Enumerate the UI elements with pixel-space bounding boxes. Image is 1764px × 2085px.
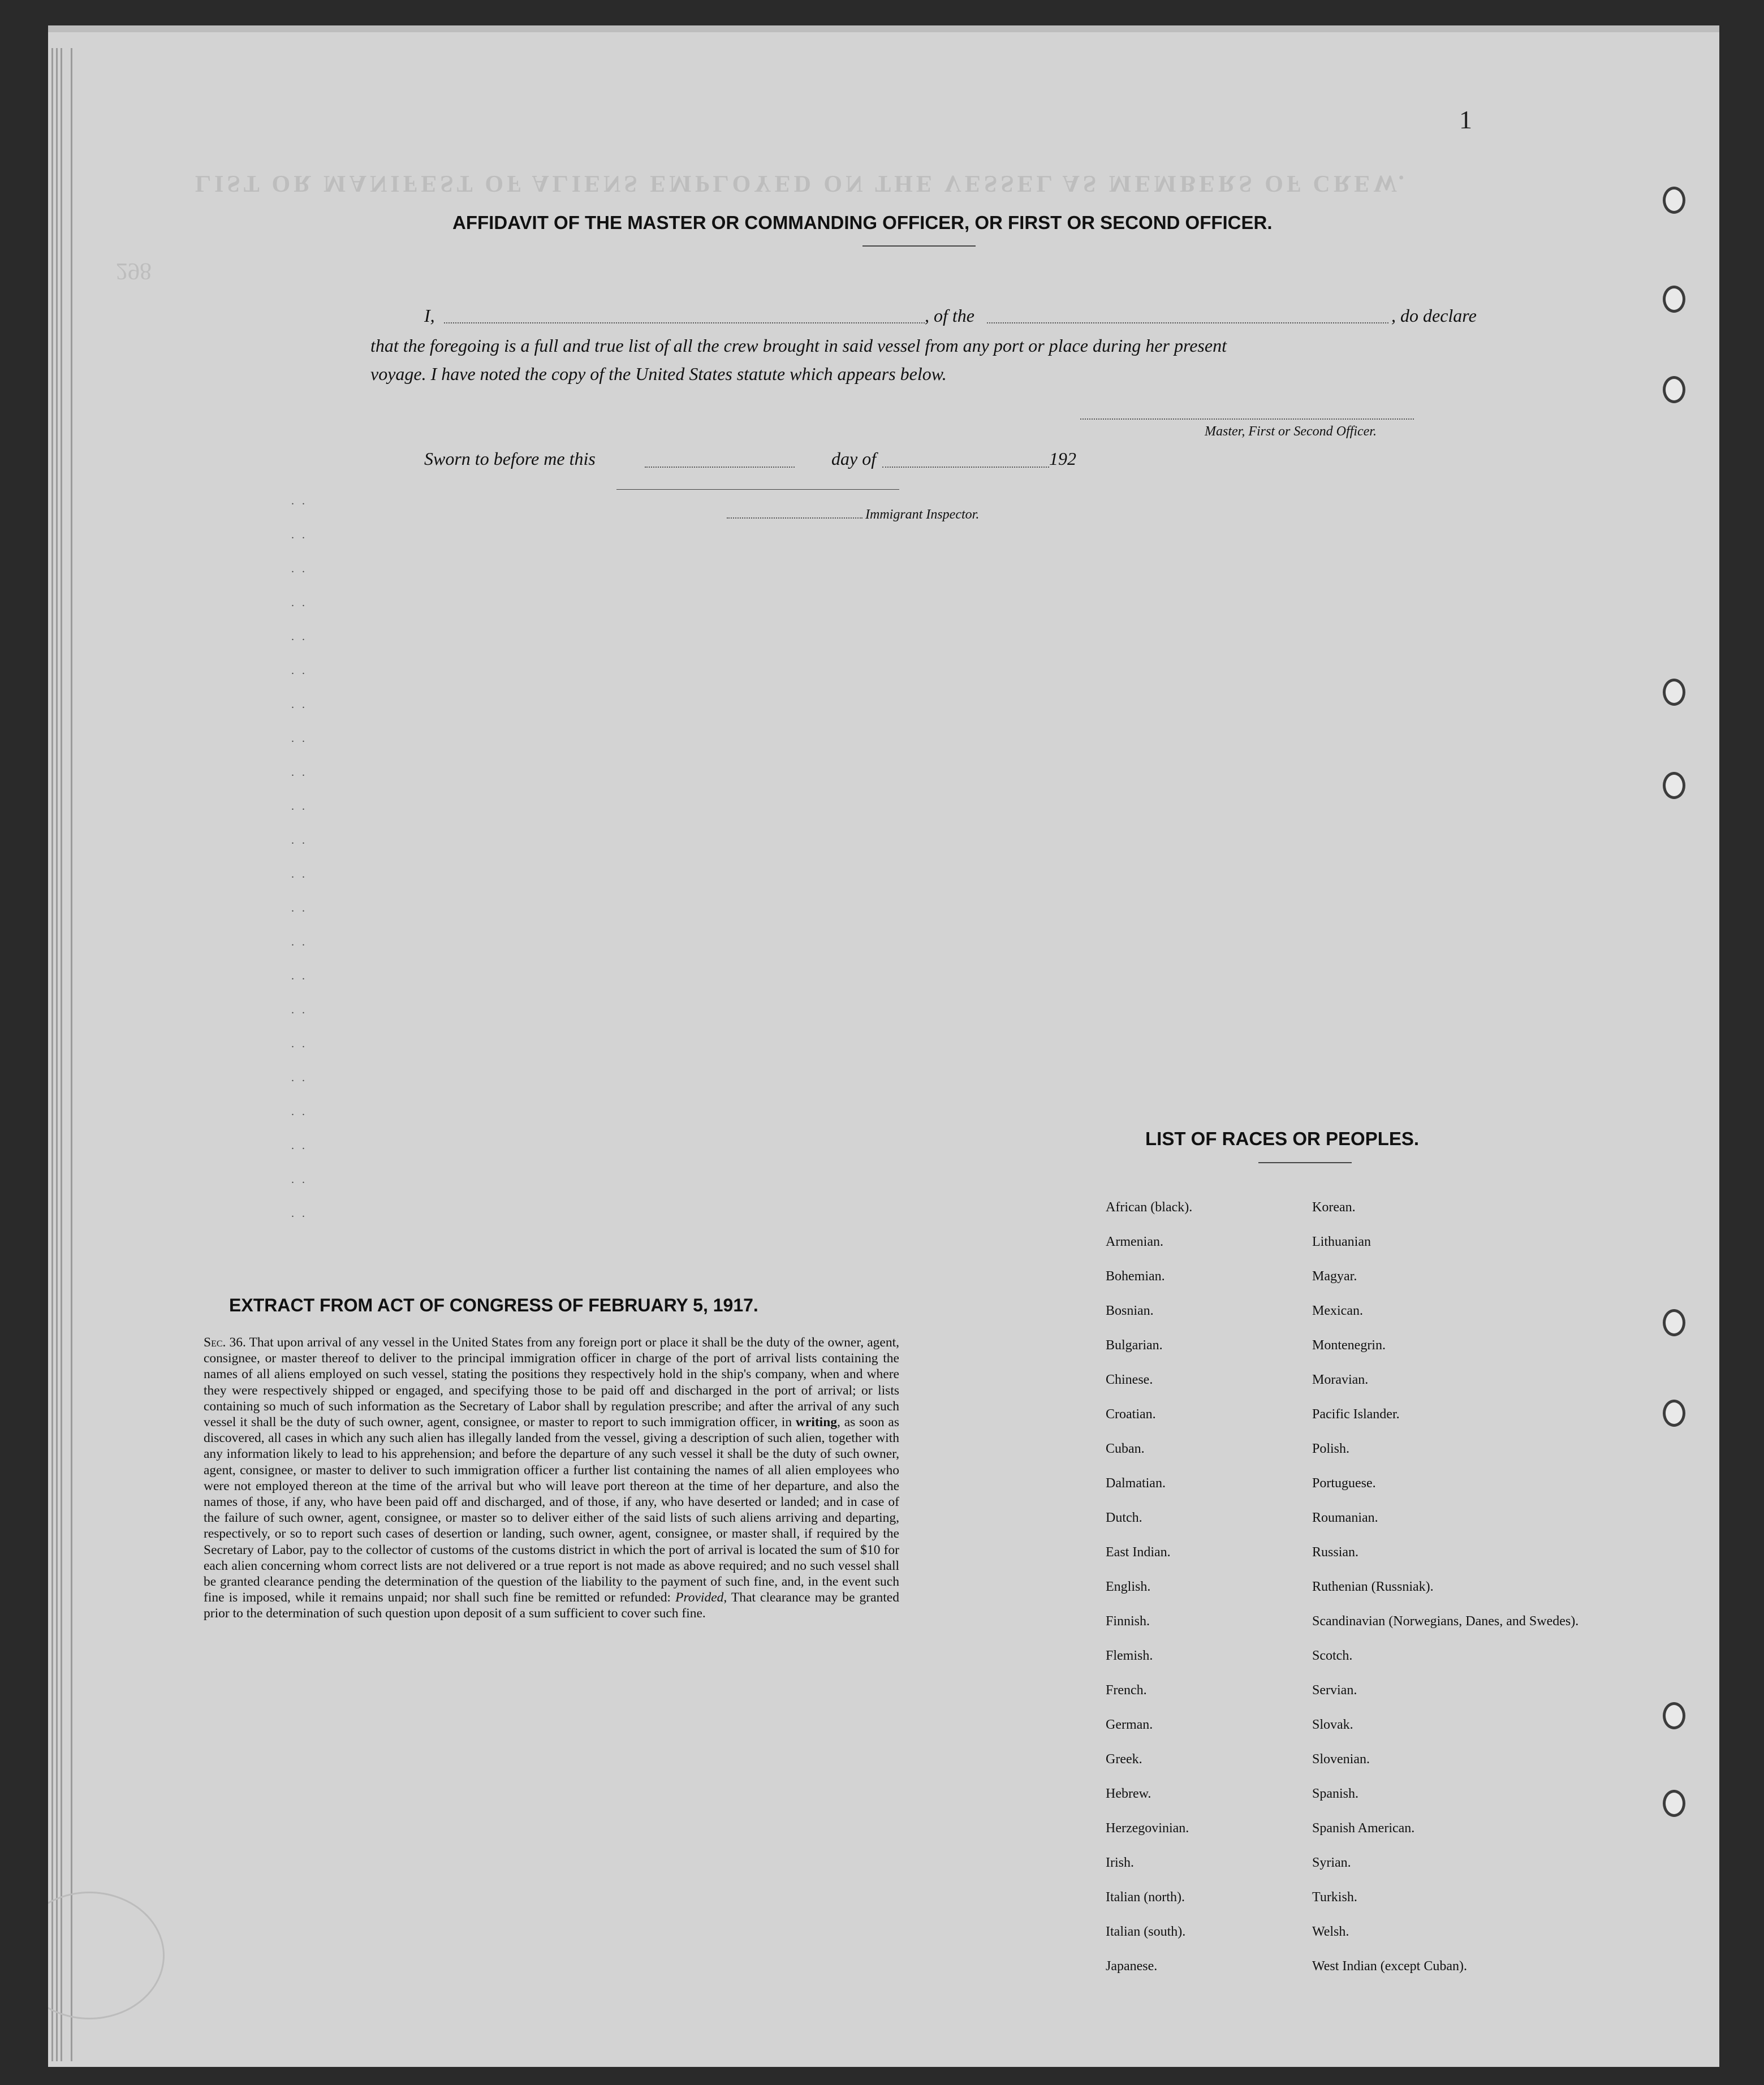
margin-dots: .. [291,563,313,575]
show-through-heading: LIST OR MANIFEST OF ALIENS EMPLOYED ON THE VESSEL AS MEMBERS OF CREW. [195,170,1408,196]
margin-dots: .. [291,1072,313,1084]
race-item: Dutch. [1106,1510,1142,1525]
race-item: Irish. [1106,1855,1134,1870]
margin-dots: .. [291,1038,313,1050]
margin-dots: .. [291,834,313,847]
race-item: Montenegrin. [1312,1338,1386,1353]
stacked-sheet-edge [51,48,53,2061]
race-item: French. [1106,1683,1147,1698]
race-item: East Indian. [1106,1545,1171,1560]
race-item: Magyar. [1312,1269,1357,1284]
race-item: Cuban. [1106,1441,1145,1456]
affidavit-line1-end: , do declare [1391,305,1477,326]
statute-part-1: That upon arrival of any vessel in the United States from any foreign port or place it shall be the duty of the owner, agent, consignee, or master thereof to deliver to the principal immigration officer in charge of the port of arrival lists containing the names of all aliens employed on such vessel, stating the positions they respectively hold in the ship's company, when and where they were respectively shipped or engaged, and specifying those to be paid off and discharged in the port of arrival; or lists containing so much of such information as the Secretary of Labor shall by regulation prescribe; and after the arrival of any such vessel it shall be the duty of such owner, agent, consignee, or master to report to such immigration officer, in [204,1335,900,1430]
race-item: Syrian. [1312,1855,1351,1870]
race-item: Flemish. [1106,1648,1153,1663]
sworn-month-blank[interactable] [882,467,1049,468]
race-item: Roumanian. [1312,1510,1378,1525]
stacked-sheet-edge [71,48,72,2061]
statute-part-2: , as soon as discovered, all cases in which any such alien has illegally landed from the vessel, giving a description of such alien, together with any information likely to lead to his apprehension; and before the departure of any such vessel it shall be the duty of such owner, agent, consignee, or master to deliver to such immigration officer a further list containing the names of all alien employees who were not employed thereon at the time of the arrival but who will leave port thereon at the time of her departure, and also the names of those, if any, who have been paid off and discharged, and of those, if any, who have deserted or landed; and in case of the failure of such owner, agent, consignee, or master so to deliver either of the said lists of such aliens arriving and departing, respectively, or so to report such cases of desertion or landing, such owner, agent, consignee, or master shall, if required by the Secretary of Labor, pay to the collector of customs of the customs district in which the port of arrival is located the sum of $10 for each alien concerning whom correct lists are not delivered or a true report is not made as above required; and no such vessel shall be granted clearance pending the determination of the question of the liability to the payment of such fine, and, in the event such fine is imposed, while it remains unpaid; nor shall such fine be remitted or refunded: [204,1415,899,1605]
affidavit-line1-start: I, [424,305,435,326]
binder-hole [1663,679,1685,706]
race-item: English. [1106,1579,1151,1594]
binder-hole [1663,1309,1685,1336]
race-item: Italian (north). [1106,1890,1185,1905]
race-item: Turkish. [1312,1890,1357,1905]
race-item: Slovak. [1312,1717,1353,1732]
statute-text [204,1335,899,1622]
race-item: West Indian (except Cuban). [1312,1959,1467,1974]
race-item: Bosnian. [1106,1303,1154,1318]
race-item: Pacific Islander. [1312,1407,1400,1422]
binder-hole [1663,376,1685,403]
race-item: Korean. [1312,1200,1356,1215]
page-number: 1 [1459,105,1472,134]
show-through-number: 298 [116,258,152,284]
margin-dots: .. [291,800,313,813]
races-title-rule [1258,1162,1352,1163]
race-item: Greek. [1106,1752,1142,1767]
races-title: LIST OF RACES OR PEOPLES. [1145,1128,1420,1149]
race-item: Portuguese. [1312,1476,1376,1491]
race-item: Herzegovinian. [1106,1821,1189,1836]
race-item: Polish. [1312,1441,1350,1456]
binder-hole [1663,286,1685,313]
margin-dots: .. [291,868,313,880]
race-item: Scandinavian (Norwegians, Danes, and Swedes). [1312,1614,1579,1629]
binder-hole [1663,1790,1685,1817]
affidavit-line2: that the foregoing is a full and true list of all the crew brought in said vessel from any port or place during her present [370,335,1227,356]
margin-dots: .. [291,529,313,541]
affidavit-title: AFFIDAVIT OF THE MASTER OR COMMANDING OFFICER, OR FIRST OR SECOND OFFICER. [452,212,1273,233]
race-item: Bulgarian. [1106,1338,1163,1353]
margin-dots: .. [291,631,313,643]
inspector-caption: Immigrant Inspector. [865,507,980,522]
margin-dots: .. [291,597,313,609]
race-item: Chinese. [1106,1372,1153,1387]
master-caption: Master, First or Second Officer. [1205,424,1377,439]
margin-dots: .. [291,1004,313,1016]
margin-dots: .. [291,698,313,711]
margin-dots: .. [291,936,313,948]
margin-dots: .. [291,902,313,914]
races-right-column [1312,1199,1579,1992]
document-page [48,25,1719,2067]
faded-stamp [48,1892,165,2019]
race-item: Spanish. [1312,1786,1359,1801]
statute-proviso: Provided [675,1590,724,1605]
title-rule [862,245,976,247]
race-item: Italian (south). [1106,1924,1186,1939]
race-item: Dalmatian. [1106,1476,1166,1491]
day-of-text: day of [831,448,877,469]
race-item: Croatian. [1106,1407,1156,1422]
statute-emphasis: writing [795,1415,838,1430]
margin-dots: .. [291,766,313,779]
margin-dots: .. [291,495,313,507]
race-item: Slovenian. [1312,1752,1370,1767]
vessel-blank[interactable] [987,322,1388,323]
binder-hole [1663,1400,1685,1427]
section-label: Sec. 36. [204,1335,246,1350]
inspector-signature-line[interactable] [727,517,862,519]
sworn-day-blank[interactable] [645,467,795,468]
race-item: Welsh. [1312,1924,1349,1939]
statute-part-3: , That clearance may be granted prior to the determination of such question upon deposit of a sum sufficient to cover such fine. [204,1590,899,1621]
margin-dots: .. [291,1207,313,1220]
binder-hole [1663,1702,1685,1729]
extract-title: EXTRACT FROM ACT OF CONGRESS OF FEBRUARY 5, 1917. [229,1295,758,1315]
race-item: Japanese. [1106,1959,1158,1974]
name-blank[interactable] [444,322,925,323]
margin-dots: .. [291,1106,313,1118]
races-left-column [1106,1199,1192,1992]
race-item: German. [1106,1717,1153,1732]
page-top-edge [48,25,1719,32]
race-item: Bohemian. [1106,1269,1165,1284]
stacked-sheet-edge [56,48,58,2061]
race-item: Ruthenian (Russniak). [1312,1579,1434,1594]
race-item: Scotch. [1312,1648,1353,1663]
margin-dots: .. [291,1173,313,1186]
affidavit-line3: voyage. I have noted the copy of the United States statute which appears below. [370,364,947,384]
margin-dots: .. [291,664,313,677]
inspector-rule [616,489,899,490]
race-item: African (black). [1106,1200,1193,1215]
race-item: Mexican. [1312,1303,1363,1318]
race-item: Russian. [1312,1545,1359,1560]
race-item: Hebrew. [1106,1786,1151,1801]
race-item: Lithuanian [1312,1234,1371,1249]
stacked-sheet-edge [61,48,62,2061]
margin-dots: .. [291,732,313,745]
race-item: Armenian. [1106,1234,1163,1249]
race-item: Servian. [1312,1683,1357,1698]
master-signature-line[interactable] [1080,418,1414,420]
sworn-text: Sworn to before me this [424,448,596,469]
binder-hole [1663,772,1685,799]
margin-dots: .. [291,1139,313,1152]
year-text: 192 [1049,448,1076,469]
affidavit-line1-mid: , of the [925,305,974,326]
race-item: Finnish. [1106,1614,1150,1629]
race-item: Moravian. [1312,1372,1369,1387]
race-item: Spanish American. [1312,1821,1415,1836]
binder-hole [1663,187,1685,214]
margin-dots: .. [291,970,313,982]
